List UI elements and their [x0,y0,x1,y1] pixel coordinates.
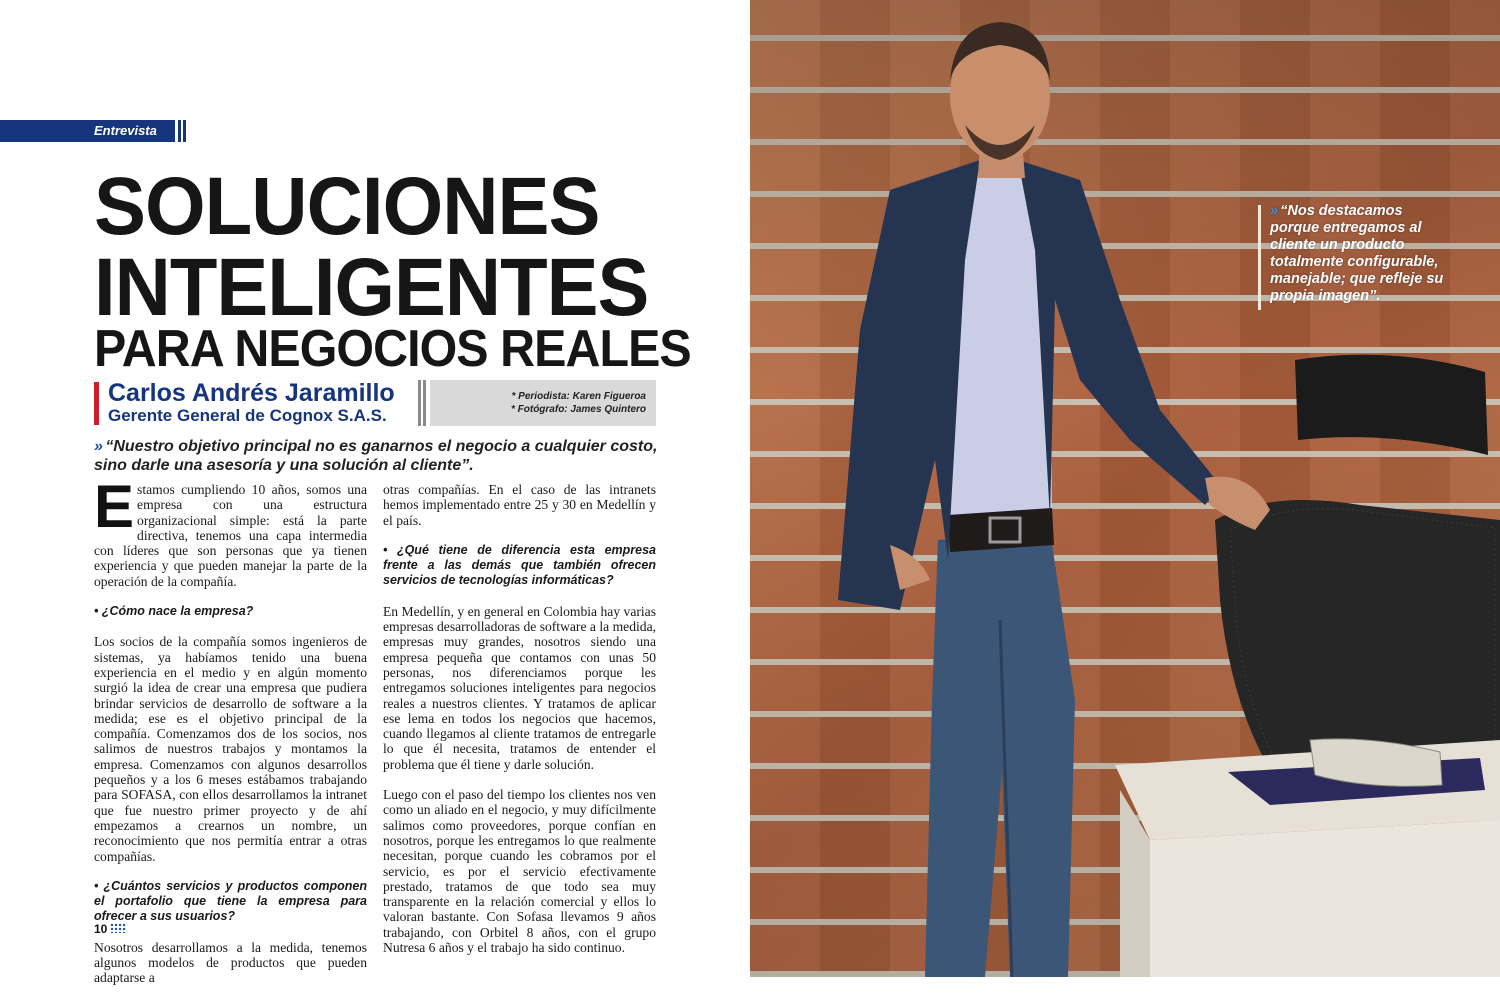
section-label: Entrevista [94,123,157,138]
lead-quote [94,437,664,475]
portrait-photo [750,0,1500,977]
left-page [0,0,750,986]
credits-box [430,380,656,426]
article-paragraph: otras compañías. En el caso de las intranets hemos implementado entre 25 y 30 en Medellín y el país. [383,482,656,528]
article-paragraph: Luego con el paso del tiempo los clientes nos ven como un aliado en el negocio, y muy difícilmente salimos como proveedores, porque confían en nosotros, porque les entregamos lo que realmente necesitan, porque cuando les cobramos por el servicio, es por el servicio efectivamente prestado, tratamos de que todo sea muy transparente en la relación comercial y ellos lo valoran bastante. Con Sofasa llevamos 9 años trabajando, con Orbitel 8 años, con el grupo Nutresa 6 años y el trabajo ha sido continuo. [383,787,656,956]
chevron-right-icon: » [94,438,101,455]
portrait-illustration [750,0,1500,977]
article-paragraph: Los socios de la compañía somos ingenieros de sistemas, ya habíamos tenido una buena experiencia en el medio y en algún momento surgió la idea de crear una empresa que pudiera brindar servicios de desarrollo de software a la medida; ese es el objetivo principal de la compañía. Comenzamos dos de los socios, nos salimos de nuestros trabajos y montamos la empresa. Comenzamos con algunos desarrollos pequeños y a los 6 meses estábamos trabajando para SOFASA, con ellos desarrollamos la intranet que fue nuestro primer proyecto y de ahí empezamos a crearnos un nombre, un reconocimiento que nos permitía entrar a otras compañías. [94,634,367,864]
headline-line-1: SOLUCIONES [94,161,600,252]
headline-line-3: PARA NEGOCIOS REALES [94,320,691,378]
interview-question: • ¿Cuántos servicios y productos componen el portafolio que tiene la empresa para ofrecer a sus usuarios? [94,878,367,924]
pull-quote [1270,203,1455,305]
interview-question: • ¿Cómo nace la empresa? [94,604,254,619]
section-bar-stripe [178,120,181,142]
drop-cap: E [94,473,135,540]
pull-quote-bar [1258,205,1261,310]
page-number: 10 [94,922,108,936]
section-bar-stripe [183,120,186,142]
chevron-right-icon: » [1270,203,1277,219]
journalist-credit: * Periodista: Karen Figueroa [511,391,646,402]
byline-accent-bar [94,382,99,425]
interview-question: • ¿Qué tiene de diferencia esta empresa frente a las demás que también ofrecen servicios de tecnologías informáticas? [383,542,656,588]
page-number-dots-icon [110,923,126,933]
article-column-1 [94,473,367,1001]
headline-line-2: INTELIGENTES [94,242,649,333]
credits-divider [418,380,430,426]
article-column-2 [383,482,656,970]
interviewee-role: Gerente General de Cognox S.A.S. [108,406,387,425]
interviewee-name: Carlos Andrés Jaramillo [108,379,395,407]
photographer-credit: * Fotógrafo: James Quintero [510,404,646,415]
article-paragraph: En Medellín, y en general en Colombia hay varias empresas desarrolladoras de software a la medida, empresas muy grandes, nosotros siendo una empresa pequeña que contamos con unas 50 personas, nos diferenciamos porque les entregamos soluciones inteligentes para negocios reales a nuestros clientes. Y tratamos de aplicar ese lema en todos los negocios que hacemos, cuando llegamos al cliente tratamos de entregarle lo que él necesita, tratamos de entender el problema que él tiene y darle solución. [383,603,656,772]
article-paragraph: Nosotros desarrollamos a la medida, tenemos algunos modelos de productos que pueden adaptarse a [94,939,367,986]
lead-quote-text: “Nuestro objetivo principal no es ganarnos el negocio a cualquier costo, sino darle una asesoría y una solución al cliente”. [94,438,658,474]
article-paragraph [94,473,367,589]
paragraph-text: stamos cumpliendo 10 años, somos una empresa con una estructura organizacional simple: está la parte directiva, tenemos una capa intermedia con líderes que son personas que ya tienen experiencia y que pueden manejar la parte de la operación de la compañía. [94,482,367,589]
pull-quote-text: “Nos destacamos porque entregamos al cliente un producto totalmente configurable, manejable; que refleje su propia imagen”. [1270,203,1444,304]
